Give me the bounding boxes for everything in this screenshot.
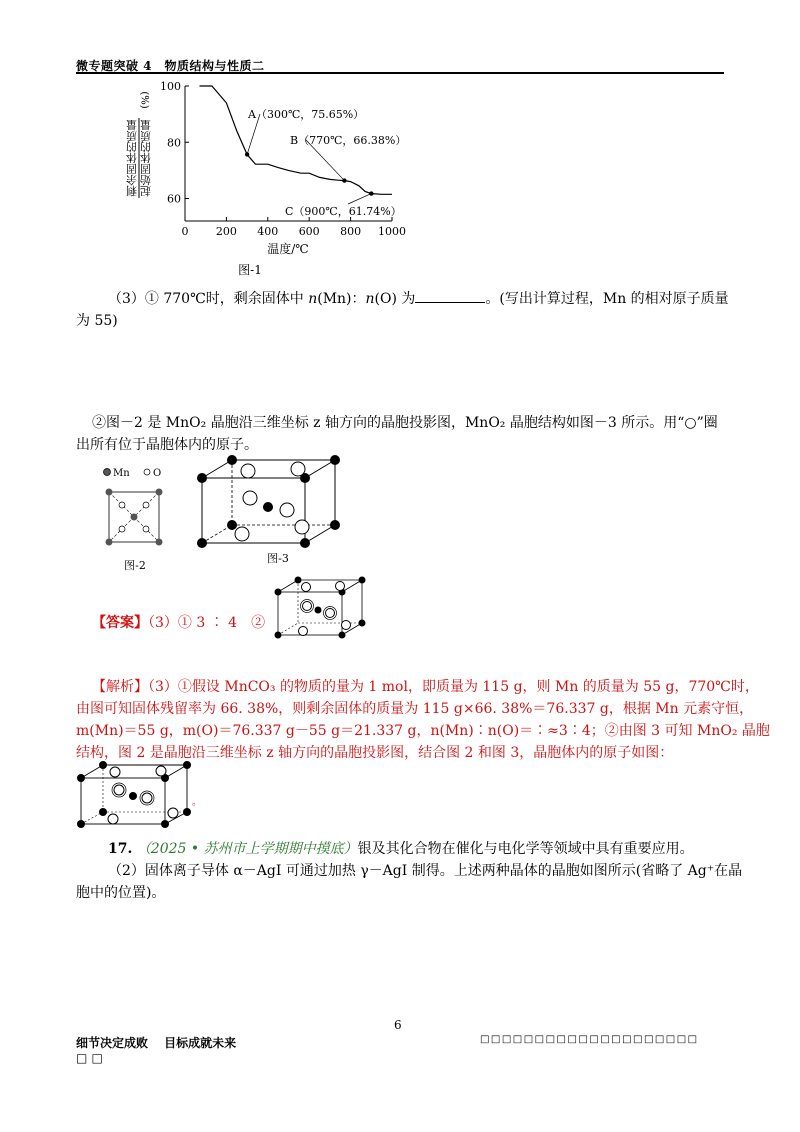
q3-part-b: 。(写出计算过程，Mn 的相对原子质量	[485, 291, 729, 307]
y-tick-label-2: 60	[167, 192, 181, 206]
footer-left-2: □ □	[76, 1051, 103, 1065]
y-axis-label	[126, 91, 153, 198]
point-c-label: C（900℃，61.74%）	[285, 205, 402, 218]
answer-figure	[270, 575, 375, 643]
figure-3-caption: 图-3	[267, 552, 289, 565]
figure-3	[190, 450, 355, 570]
x-tick-label-2: 400	[257, 225, 279, 238]
o-text: (O) 为	[374, 291, 416, 307]
header-title: 微专题突破 4 物质结构与性质二	[76, 59, 265, 73]
answer-label: 【答案】	[92, 615, 148, 631]
q17-line3: 胞中的位置)。	[76, 885, 166, 901]
q17-number: 17.	[108, 841, 133, 857]
answer-line	[92, 612, 265, 634]
page-number: 6	[394, 1018, 402, 1032]
point-a-label: A（300℃，75.65%）	[248, 108, 365, 121]
footer-left: 细节决定成败 目标成就未来	[76, 1036, 237, 1050]
analysis-tail: 。	[192, 797, 202, 808]
mn-text: (Mn)：	[317, 291, 366, 307]
q3-part-a: （3）① 770℃时，剩余固体中	[108, 291, 309, 307]
legend-mn: Mn	[113, 468, 130, 479]
q3b-line1: ②图－2 是 MnO₂ 晶胞沿三维坐标 z 轴方向的晶胞投影图，MnO₂ 晶胞结构如图－3 所示。用“○”圈	[92, 415, 718, 431]
x-tick-label-5: 1000	[378, 225, 406, 238]
ylabel-top: 剩余固体的质量	[125, 119, 139, 197]
x-tick-label-4: 800	[340, 225, 362, 238]
q17-source: （2025 • 苏州市上学期期中摸底）	[136, 841, 358, 857]
x-tick-label-3: 600	[298, 225, 320, 238]
point-b-label: B（770℃，66.38%）	[290, 134, 407, 147]
analysis-line2: 由图可知固体残留率为 66. 38%，则剩余固体的质量为 115 g×66. 38%＝76.337 g，根据 Mn 元素守恒，	[76, 701, 754, 717]
legend-o: O	[153, 468, 162, 479]
header-rule	[76, 72, 724, 74]
x-axis-label: 温度/℃	[267, 242, 309, 256]
y-tick-label-0: 100	[160, 80, 181, 93]
analysis-line3: m(Mn)＝55 g，m(O)＝76.337 g－55 g＝21.337 g，n(Mn)∶n(O)＝∶≈3∶4；②由图 3 可知 MnO₂ 晶胞	[76, 723, 770, 739]
leader-line-2	[348, 194, 371, 204]
q17-line1	[108, 838, 694, 860]
analysis-line4: 结构，图 2 是晶胞沿三维坐标 z 轴方向的晶胞投影图，结合图 2 和图 3，晶胞体内的原子如图：	[76, 745, 674, 761]
q3b-line2: 出所有位于晶胞体内的原子。	[76, 437, 258, 453]
n-symbol: n	[308, 291, 318, 307]
answer-blank[interactable]	[415, 288, 485, 303]
q17-line2: （2）固体离子导体 α－AgI 可通过加热 γ－AgI 制得。上述两种晶体的晶胞如图所示(省略了 Ag⁺在晶	[108, 863, 743, 879]
figure-1-caption: 图-1	[238, 263, 262, 277]
analysis-figure	[75, 760, 200, 832]
footer-right: □ □ □ □ □ □ □ □ □ □ □ □ □ □ □ □ □ □ □ □	[480, 1034, 697, 1045]
x-tick-label-0: 0	[181, 225, 189, 238]
n-symbol-2: n	[365, 291, 375, 307]
figure-1-chart	[110, 78, 410, 283]
y-tick-label-1: 80	[167, 136, 181, 150]
q17-intro: 银及其化合物在催化与电化学等领域中具有重要应用。	[357, 841, 694, 857]
analysis-line1: 【解析】（3）①假设 MnCO₃ 的物质的量为 1 mol，即质量为 115 g，则 Mn 的质量为 55 g，770℃时，	[92, 679, 759, 695]
answer-text: （3）① 3 ∶ 4 ②	[148, 615, 266, 631]
q3-line1	[108, 288, 729, 310]
figure-2-caption: 图-2	[124, 559, 146, 572]
x-tick-label-1: 200	[215, 225, 237, 238]
figure-2	[95, 462, 185, 577]
ylabel-unit: (%)	[138, 91, 150, 109]
q3-line2: 为 55)	[76, 313, 118, 329]
ylabel-bottom: 起始固体的质量	[139, 119, 153, 197]
